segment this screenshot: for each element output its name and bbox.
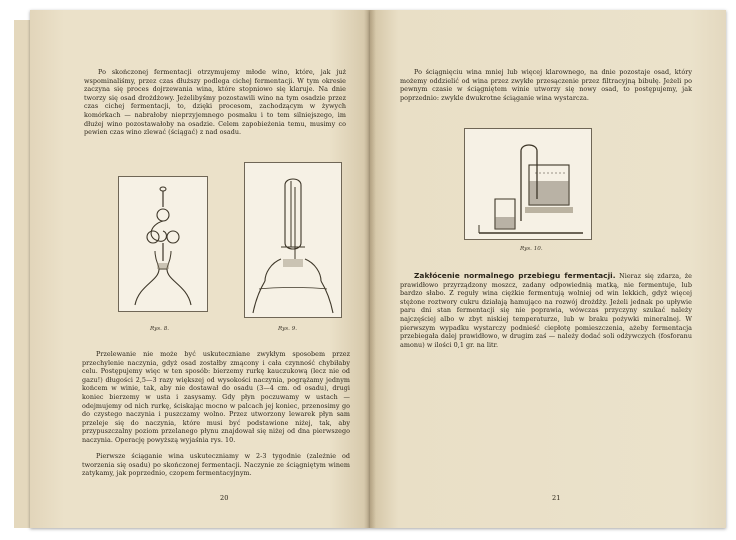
page-number-right: 21: [552, 494, 561, 502]
airlock-tube-illustration: [245, 163, 341, 317]
left-paragraph-2: Przelewanie nie może być uskuteczniane zwykłym sposobem przez przechylenie naczynia, gdyż osad zostałby zmącony i cała czynność chybiłaby celu. Postępujemy więc w ten sposób: bierzemy rurkę kauczukową (lecz nie od gazu!) długości 2,5—3 razy większej od wysokości naczynia, pogrążamy jednym końcem w winie, tak, aby nie dostawał do osadu (3—4 cm. od osadu), drugi koniec bierzemy w usta i zasysamy. Gdy płyn poczuwamy w ustach — odejmujemy od nich rurkę, ściskając mocno w palcach jej koniec, przenosimy go do czystego naczynia i puszczamy wolno. Przez utworzony lewarek płyn sam przeleje się do naczynia, które musi być podstawione niżej, tak, aby przypuszczalny poziom przelanego płynu znajdował się niżej od dna pierwszego naczynia. Operację powyższą wyjaśnia rys. 10.: [82, 350, 350, 444]
left-paragraph-1: Po skończonej fermentacji otrzymujemy młode wino, które, jak już wspominaliśmy, przez czas dłuższy podlega cichej fermentacji. W tym okresie zaczyna się proces dojrzewania wina, które stopniowo się klaruje. Na dnie tworzy się osad drożdżowy. Jeżelibyśmy pozostawili wino na tym osadzie przez czas cichej fermentacji, to, dzięki procesom, zachodzącym w żywych komórkach — nabrałoby nieprzyjemnego posmaku i to tem silniejszego, im dłużej wino pozostawałoby na osadzie. Celem zapobieżenia temu, musimy co pewien czas wino zlewać (ściągać) z nad osadu.: [84, 68, 346, 137]
wine-siphoning-illustration: [465, 129, 591, 239]
left-paragraph-3: Pierwsze ściąganie wina uskuteczniamy w 2-3 tygodnie (zależnie od tworzenia się osadu) po skończonej fermentacji. Naczynie ze ściągniętym winem zatykamy, jak poprzednio, czopem fermentacyjnym.: [82, 452, 350, 478]
right-page: [370, 10, 726, 528]
figure-9-caption: Rys. 9.: [278, 326, 298, 332]
figure-9: [244, 162, 342, 318]
book-spine: [364, 10, 376, 528]
right-paragraph-2: [400, 272, 692, 349]
figure-8: [118, 176, 208, 312]
right-paragraph-1: Po ściągnięciu wina mniej lub więcej klarownego, na dnie pozostaje osad, który możemy oddzielić od wina przez zwykłe przesączenie przez filtracyjną bibułę. Jeżeli po pewnym czasie w ściągniętem winie utworzy się nowy osad, to postępujemy, jak poprzednio: zwykle dwukrotne ściąganie wina wystarcza.: [400, 68, 692, 102]
open-book: [14, 10, 726, 530]
figure-8-caption: Rys. 8.: [150, 326, 170, 332]
fermentation-bung-illustration: [119, 177, 207, 311]
left-page: [30, 10, 370, 528]
section-body: Nieraz się zdarza, że prawidłowo przyrządzony moszcz, zadany odpowiednią matką, nie fermentuje, lub bardzo słabo. Z reguły wina ciężkie fermentują wolniej od win lekkich, gdyż więcej stężone roztwory cukru działają hamująco na rozwój drożdży. Jeżeli jednak po upływie paru dni stan fermentacji się nie poprawia, wówczas przyczyny szukać należy najczęściej albo w zbyt niskiej temperaturze, lub w braku pożywki mineralnej. W pierwszym wypadku wystarczy podnieść ciepłotę pomieszczenia, ażeby fermentacja przebiegała dalej prawidłowo, w drugim zaś — należy dodać soli odżywczych (fosforanu amonu) w ilości 0,1 gr. na litr.: [400, 272, 692, 349]
figure-10-caption: Rys. 10.: [520, 246, 543, 252]
figure-10: [464, 128, 592, 240]
page-number-left: 20: [220, 494, 229, 502]
section-heading: Zakłócenie normalnego przebiegu fermentacji.: [414, 271, 616, 280]
